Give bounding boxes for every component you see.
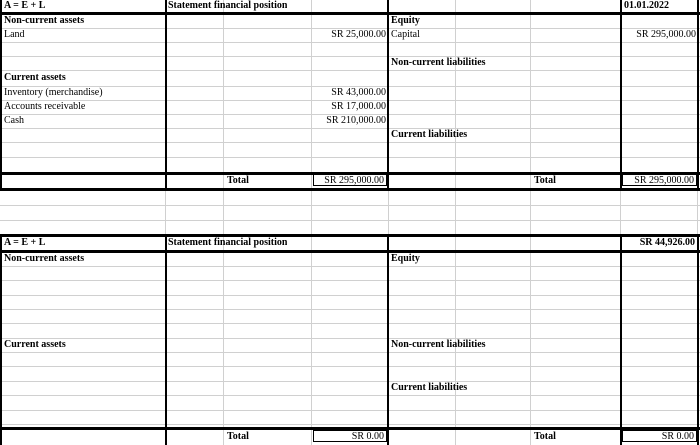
row-gridline xyxy=(0,309,700,310)
row-gridline xyxy=(0,424,700,425)
row-gridline xyxy=(0,381,700,382)
row-gridline xyxy=(0,410,700,411)
total-equity-liabilities-label[interactable]: Total xyxy=(534,175,556,186)
table-border-top xyxy=(0,12,700,15)
equity-label[interactable]: Equity xyxy=(391,15,420,26)
row-gridline xyxy=(0,338,700,339)
equity-label-2[interactable]: Equity xyxy=(391,253,420,264)
capital-value[interactable]: SR 295,000.00 xyxy=(636,29,696,40)
non-current-assets-label-2[interactable]: Non-current assets xyxy=(4,253,85,264)
row-gridline xyxy=(0,366,700,367)
row-gridline xyxy=(0,220,700,221)
row-gridline xyxy=(0,142,700,143)
inventory-label[interactable]: Inventory (merchandise) xyxy=(4,87,103,98)
row-gridline xyxy=(0,128,700,129)
row-gridline xyxy=(0,205,700,206)
statement-title-cell-2[interactable]: Statement financial position xyxy=(168,237,288,248)
row-gridline xyxy=(0,42,700,43)
column-gridline xyxy=(530,0,531,445)
table-border-right xyxy=(697,0,699,190)
row-gridline xyxy=(0,352,700,353)
statement-title-cell[interactable]: Statement financial position xyxy=(168,0,288,11)
row-gridline xyxy=(0,157,700,158)
table2-border-header xyxy=(0,250,700,253)
total-assets-value[interactable]: SR 295,000.00 xyxy=(313,174,387,186)
row-gridline xyxy=(0,56,700,57)
total-assets-label-2[interactable]: Total xyxy=(227,431,249,442)
row-gridline xyxy=(0,323,700,324)
accounts-receivable-value[interactable]: SR 17,000.00 xyxy=(331,101,386,112)
current-liabilities-label[interactable]: Current liabilities xyxy=(391,129,468,140)
column-gridline xyxy=(311,0,312,445)
date-cell[interactable]: 01.01.2022 xyxy=(624,0,669,11)
non-current-liabilities-label-2[interactable]: Non-current liabilities xyxy=(391,339,486,350)
row-gridline xyxy=(0,266,700,267)
table2-border-divider xyxy=(165,234,167,445)
table2-border-divider xyxy=(620,234,622,445)
row-gridline xyxy=(0,70,700,71)
non-current-assets-label[interactable]: Non-current assets xyxy=(4,15,85,26)
table-border-divider xyxy=(165,0,167,190)
row-gridline xyxy=(0,295,700,296)
inventory-value[interactable]: SR 43,000.00 xyxy=(331,87,386,98)
table-border-divider xyxy=(387,0,389,190)
current-assets-label[interactable]: Current assets xyxy=(4,72,66,83)
table2-border-divider xyxy=(387,234,389,445)
land-label[interactable]: Land xyxy=(4,29,25,40)
table2-border-top xyxy=(0,234,700,237)
capital-label[interactable]: Capital xyxy=(391,29,420,40)
equation-cell-2[interactable]: A = E + L xyxy=(4,237,46,248)
non-current-liabilities-label[interactable]: Non-current liabilities xyxy=(391,57,486,68)
current-assets-label-2[interactable]: Current assets xyxy=(4,339,66,350)
table-border-total-bottom xyxy=(0,188,700,191)
equation-cell[interactable]: A = E + L xyxy=(4,0,46,11)
cash-label[interactable]: Cash xyxy=(4,115,24,126)
row-gridline xyxy=(0,395,700,396)
total-equity-liabilities-label-2[interactable]: Total xyxy=(534,431,556,442)
column-gridline xyxy=(223,0,224,445)
current-liabilities-label-2[interactable]: Current liabilities xyxy=(391,382,468,393)
total-assets-value-2[interactable]: SR 0.00 xyxy=(313,430,387,442)
total-equity-liabilities-value[interactable]: SR 295,000.00 xyxy=(622,174,697,186)
table-border-left xyxy=(0,0,2,190)
total-equity-liabilities-value-2[interactable]: SR 0.00 xyxy=(622,430,697,442)
total-assets-label[interactable]: Total xyxy=(227,175,249,186)
table2-border-left xyxy=(0,234,2,445)
row-gridline xyxy=(0,280,700,281)
accounts-receivable-label[interactable]: Accounts receivable xyxy=(4,101,86,112)
cash-value[interactable]: SR 210,000.00 xyxy=(326,115,386,126)
date-value-cell-2[interactable]: SR 44,926.00 xyxy=(639,237,695,248)
table2-border-right xyxy=(697,234,699,445)
land-value[interactable]: SR 25,000.00 xyxy=(331,29,386,40)
